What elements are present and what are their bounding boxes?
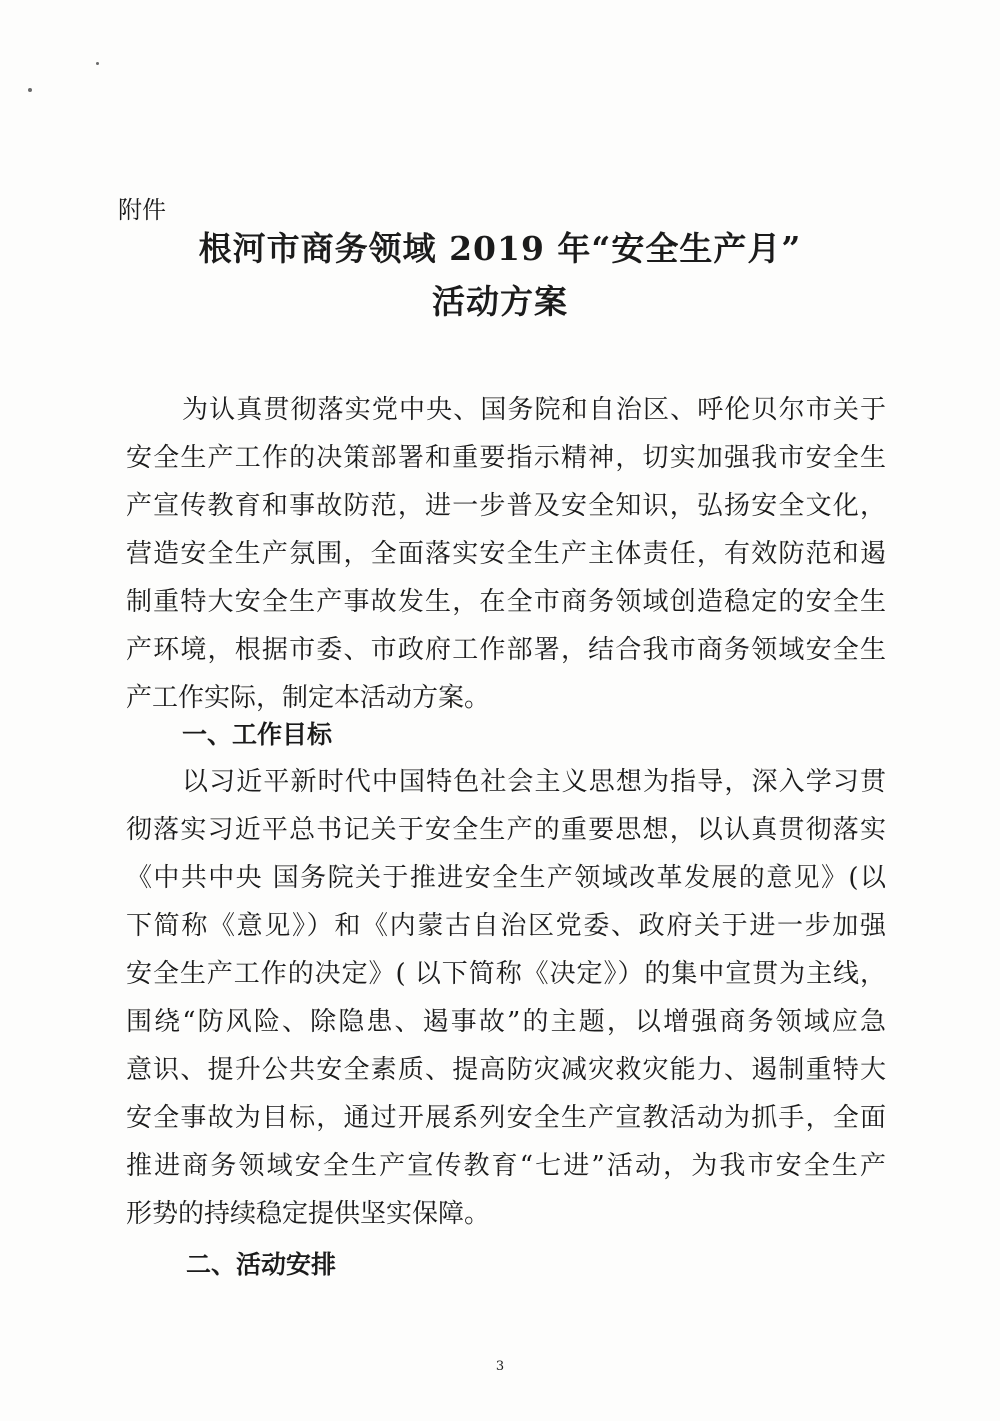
goals-paragraph-line: 安全事故为目标，通过开展系列安全生产宣教活动为抓手，全面 (126, 1103, 886, 1133)
document-title-line-2: 活动方案 (432, 282, 568, 321)
goals-paragraph-line: 推进商务领域安全生产宣传教育“七进”活动，为我市安全生产 (126, 1151, 886, 1181)
attachment-label: 附件 (118, 196, 166, 224)
document-title-line-1: 根河市商务领域 2019 年“安全生产月” (198, 229, 802, 268)
page-number: 3 (495, 1359, 505, 1374)
goals-paragraph-line: 安全生产工作的决定》( 以下简称《决定》）的集中宣贯为主线， (126, 959, 886, 989)
scan-speck (28, 88, 32, 92)
intro-paragraph-line: 制重特大安全生产事故发生，在全市商务领域创造稳定的安全生 (126, 587, 886, 617)
goals-paragraph-line: 《中共中央 国务院关于推进安全生产领域改革发展的意见》(以 (126, 863, 886, 893)
goals-paragraph-line: 以习近平新时代中国特色社会主义思想为指导，深入学习贯 (182, 767, 886, 797)
intro-paragraph-line: 产宣传教育和事故防范，进一步普及安全知识，弘扬安全文化， (126, 491, 886, 521)
goals-paragraph-line: 意识、提升公共安全素质、提高防灾减灾救灾能力、遏制重特大 (126, 1055, 886, 1085)
scan-speck (96, 62, 99, 65)
goals-paragraph-line: 下简称《意见》）和《内蒙古自治区党委、政府关于进一步加强 (126, 911, 886, 941)
intro-paragraph-line: 安全生产工作的决策部署和重要指示精神，切实加强我市安全生 (126, 443, 886, 473)
section-heading-work-goals: 一、工作目标 (182, 720, 333, 749)
goals-paragraph-line: 围绕“防风险、除隐患、遏事故”的主题，以增强商务领域应急 (126, 1007, 886, 1037)
section-heading-activity-arrangement: 二、活动安排 (186, 1250, 337, 1279)
goals-paragraph-line: 彻落实习近平总书记关于安全生产的重要思想，以认真贯彻落实 (126, 815, 886, 845)
intro-paragraph-line: 营造安全生产氛围，全面落实安全生产主体责任，有效防范和遏 (126, 539, 886, 569)
intro-paragraph-line: 产环境，根据市委、市政府工作部署，结合我市商务领域安全生 (126, 635, 886, 665)
intro-paragraph-line: 产工作实际，制定本活动方案。 (126, 683, 491, 713)
intro-paragraph-line: 为认真贯彻落实党中央、国务院和自治区、呼伦贝尔市关于 (182, 395, 886, 425)
goals-paragraph-line: 形势的持续稳定提供坚实保障。 (126, 1199, 491, 1229)
